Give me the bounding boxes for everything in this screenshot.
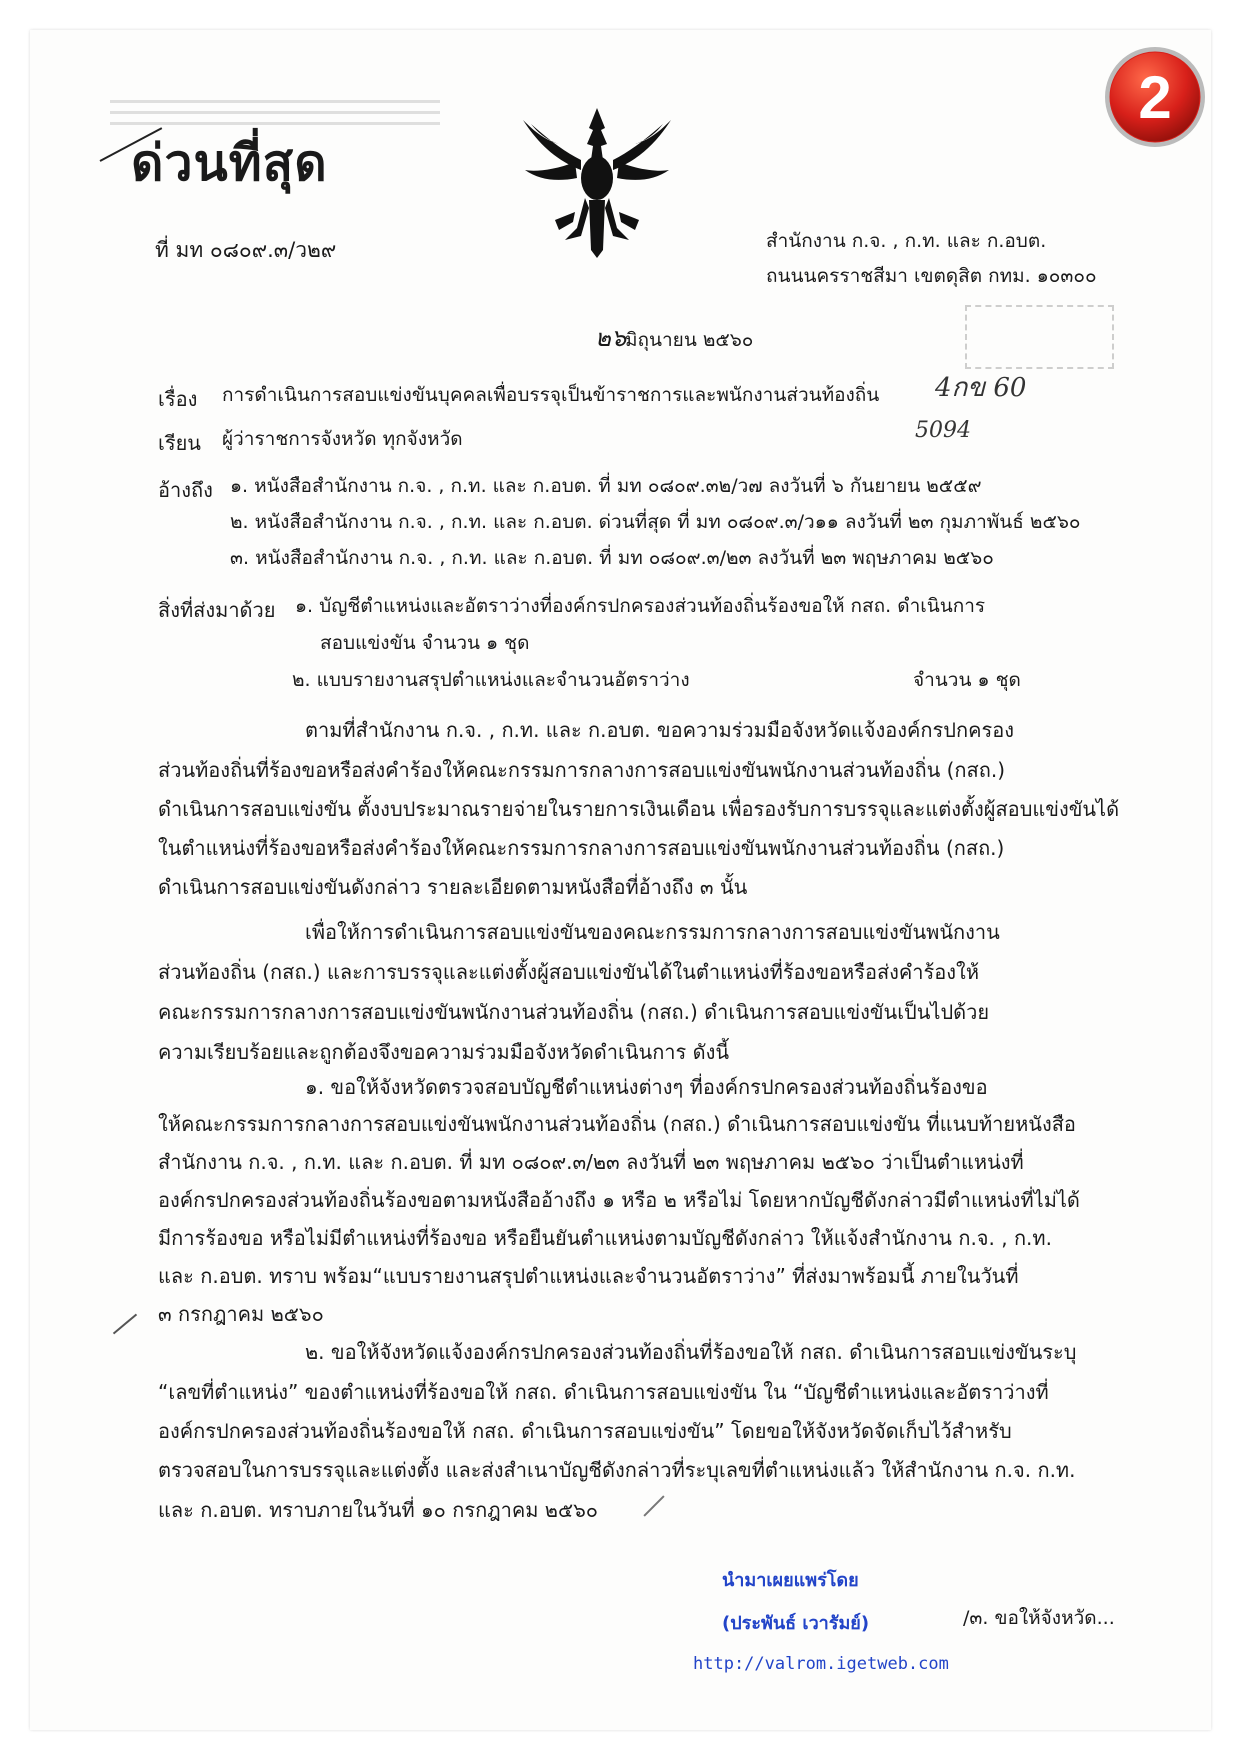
issuing-office: สำนักงาน ก.จ. , ก.ท. และ ก.อบต. xyxy=(766,230,1047,252)
reference-item: ๓. หนังสือสำนักงาน ก.จ. , ก.ท. และ ก.อบต. ที่ มท ๐๘๐๙.๓/๒๓ ลงวันที่ ๒๓ พฤษภาคม ๒๕๖๐ xyxy=(230,547,994,569)
reference-item: ๑. หนังสือสำนักงาน ก.จ. , ก.ท. และ ก.อบต. ที่ มท ๐๘๐๙.๓๒/ว๗ ลงวันที่ ๖ กันยายน ๒๕๕๙ xyxy=(230,475,982,497)
subject-label: เรื่อง xyxy=(158,387,198,411)
handwritten-note-2: 5094 xyxy=(915,418,971,443)
enclosure-item-continued: สอบแข่งขัน จำนวน ๑ ชุด xyxy=(320,632,530,654)
recipient-text: ผู้ว่าราชการจังหวัด ทุกจังหวัด xyxy=(222,428,463,450)
body-line: ตรวจสอบในการบรรจุและแต่งตั้ง และส่งสำเนาบัญชีดังกล่าวที่ระบุเลขที่ตำแหน่งแล้ว ให้สำนักงาน ก.จ. ก.ท. xyxy=(158,1458,1076,1482)
body-line: ตามที่สำนักงาน ก.จ. , ก.ท. และ ก.อบต. ขอความร่วมมือจังหวัดแจ้งองค์กรปกครอง xyxy=(305,718,1014,742)
published-by-label: นำมาเผยแพร่โดย xyxy=(722,1570,859,1591)
enclosure-count: จำนวน ๑ ชุด xyxy=(913,669,1021,691)
handwritten-date-day: ๒๖ xyxy=(595,324,627,352)
source-link[interactable]: http://valrom.igetweb.com xyxy=(693,1654,949,1674)
continuation-note: /๓. ขอให้จังหวัด... xyxy=(963,1607,1115,1629)
body-line: “เลขที่ตำแหน่ง” ของตำแหน่งที่ร้องขอให้ กสถ. ดำเนินการสอบแข่งขัน ใน “บัญชีตำแหน่งและอัตราว่างที่ xyxy=(158,1380,1049,1404)
body-line: ๓ กรกฎาคม ๒๕๖๐ xyxy=(158,1302,324,1326)
body-line: เพื่อให้การดำเนินการสอบแข่งขันของคณะกรรมการกลางการสอบแข่งขันพนักงาน xyxy=(305,920,1000,944)
received-stamp-box xyxy=(965,305,1114,369)
body-line: ดำเนินการสอบแข่งขัน ตั้งงบประมาณรายจ่ายในรายการเงินเดือน เพื่อรองรับการบรรจุและแต่งตั้งผู้สอบแข่งขันได้ xyxy=(158,797,1120,821)
body-line: ในตำแหน่งที่ร้องขอหรือส่งคำร้องให้คณะกรรมการกลางการสอบแข่งขันพนักงานส่วนท้องถิ่น (กสถ.) xyxy=(158,836,1005,860)
body-line: ให้คณะกรรมการกลางการสอบแข่งขันพนักงานส่วนท้องถิ่น (กสถ.) ดำเนินการสอบแข่งขัน ที่แนบท้ายหนังสือ xyxy=(158,1112,1076,1136)
body-line: มีการร้องขอ หรือไม่มีตำแหน่งที่ร้องขอ หรือยืนยันตำแหน่งตามบัญชีดังกล่าว ให้แจ้งสำนักงาน ก.จ. , ก.ท. xyxy=(158,1226,1052,1250)
body-line: ความเรียบร้อยและถูกต้องจึงขอความร่วมมือจังหวัดดำเนินการ ดังนี้ xyxy=(158,1040,730,1064)
enclosures-label: สิ่งที่ส่งมาด้วย xyxy=(158,598,276,622)
badge-number: 2 xyxy=(1138,64,1172,131)
body-line: องค์กรปกครองส่วนท้องถิ่นร้องขอให้ กสถ. ดำเนินการสอบแข่งขัน” โดยขอให้จังหวัดจัดเก็บไว้สำหรับ xyxy=(158,1419,1012,1443)
recipient-label: เรียน xyxy=(158,431,201,455)
body-line: สำนักงาน ก.จ. , ก.ท. และ ก.อบต. ที่ มท ๐๘๐๙.๓/๒๓ ลงวันที่ ๒๓ พฤษภาคม ๒๕๖๐ ว่าเป็นตำแหน่งที่ xyxy=(158,1150,1024,1174)
body-line: ดำเนินการสอบแข่งขันดังกล่าว รายละเอียดตามหนังสือที่อ้างถึง ๓ นั้น xyxy=(158,875,748,899)
body-line: ส่วนท้องถิ่น (กสถ.) และการบรรจุและแต่งตั้งผู้สอบแข่งขันได้ในตำแหน่งที่ร้องขอหรือส่งคำร้องให้ xyxy=(158,960,980,984)
body-line: องค์กรปกครองส่วนท้องถิ่นร้องขอตามหนังสืออ้างถึง ๑ หรือ ๒ หรือไม่ โดยหากบัญชีดังกล่าวมีตำแหน่งที่ไม่ได้ xyxy=(158,1188,1080,1212)
office-address: ถนนนครราชสีมา เขตดุสิต กทม. ๑๐๓๐๐ xyxy=(766,265,1097,287)
body-line: และ ก.อบต. ทราบภายในวันที่ ๑๐ กรกฎาคม ๒๕๖๐ xyxy=(158,1498,599,1522)
body-line: คณะกรรมการกลางการสอบแข่งขันพนักงานส่วนท้องถิ่น (กสถ.) ดำเนินการสอบแข่งขันเป็นไปด้วย xyxy=(158,1000,990,1024)
reference-item: ๒. หนังสือสำนักงาน ก.จ. , ก.ท. และ ก.อบต. ด่วนที่สุด ที่ มท ๐๘๐๙.๓/ว๑๑ ลงวันที่ ๒๓ กุมภาพันธ์ ๒๕๖๐ xyxy=(230,511,1081,533)
page-number-badge xyxy=(1100,42,1210,152)
handwritten-note-1: 4กข 60 xyxy=(935,373,1027,403)
body-line: ๒. ขอให้จังหวัดแจ้งองค์กรปกครองส่วนท้องถิ่นที่ร้องขอให้ กสถ. ดำเนินการสอบแข่งขันระบุ xyxy=(305,1340,1077,1364)
references-label: อ้างถึง xyxy=(158,478,213,502)
publisher-name: (ประพันธ์ เวารัมย์) xyxy=(722,1613,870,1634)
body-line: และ ก.อบต. ทราบ พร้อม“แบบรายงานสรุปตำแหน่งและจำนวนอัตราว่าง” ที่ส่งมาพร้อมนี้ ภายในวันที่ xyxy=(158,1264,1019,1288)
garuda-emblem-icon xyxy=(515,100,680,260)
body-line: ส่วนท้องถิ่นที่ร้องขอหรือส่งคำร้องให้คณะกรรมการกลางการสอบแข่งขันพนักงานส่วนท้องถิ่น (กสถ.) xyxy=(158,758,1006,782)
urgency-heading: ด่วนที่สุด xyxy=(131,133,328,192)
document-reference-number: ที่ มท ๐๘๐๙.๓/ว๒๙ xyxy=(155,238,337,262)
enclosure-item: ๒. แบบรายงานสรุปตำแหน่งและจำนวนอัตราว่าง xyxy=(292,669,690,691)
enclosure-item: ๑. บัญชีตำแหน่งและอัตราว่างที่องค์กรปกครองส่วนท้องถิ่นร้องขอให้ กสถ. ดำเนินการ xyxy=(295,595,986,617)
faint-stamp-marks xyxy=(110,92,440,132)
subject-text: การดำเนินการสอบแข่งขันบุคคลเพื่อบรรจุเป็นข้าราชการและพนักงานส่วนท้องถิ่น xyxy=(222,384,880,406)
body-line: ๑. ขอให้จังหวัดตรวจสอบบัญชีตำแหน่งต่างๆ ที่องค์กรปกครองส่วนท้องถิ่นร้องขอ xyxy=(305,1075,988,1099)
document-date: มิถุนายน ๒๕๖๐ xyxy=(625,329,754,351)
